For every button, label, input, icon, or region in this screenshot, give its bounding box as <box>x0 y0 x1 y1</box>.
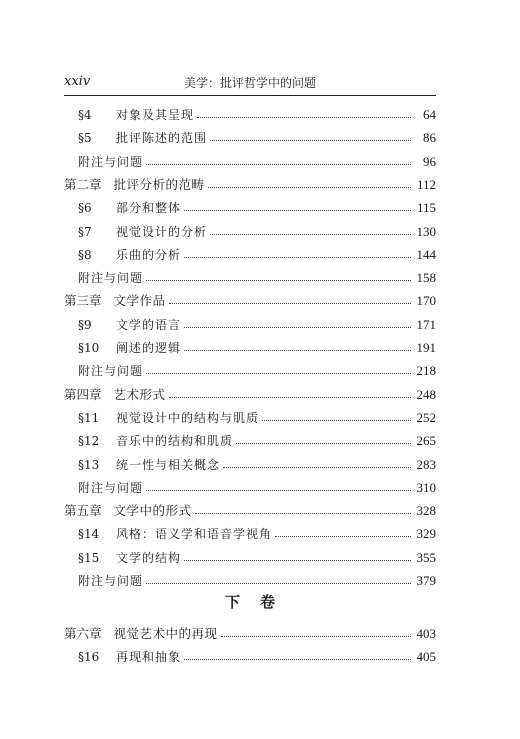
toc-entry <box>64 222 436 240</box>
toc-entry <box>64 175 436 193</box>
page-number-ref: 218 <box>416 363 436 378</box>
toc-entry <box>64 455 436 473</box>
entry-title: 批评分析的范畴 <box>113 177 205 192</box>
toc-entry <box>64 361 436 379</box>
page-number-ref: 191 <box>416 340 436 355</box>
toc-entry <box>64 198 436 216</box>
dot-leader <box>184 257 411 258</box>
toc-entry <box>64 647 436 665</box>
header-rule <box>64 95 436 96</box>
dot-leader <box>262 420 411 421</box>
section-number: §15 <box>78 551 100 565</box>
entry-title: 部分和整体 <box>116 201 182 215</box>
entry-title: 阐述的逻辑 <box>116 341 182 355</box>
entry-title: 再现和抽象 <box>116 650 182 664</box>
section-number: §10 <box>78 341 100 355</box>
entry-title: 附注与问题 <box>78 155 144 169</box>
page-number-ref: 355 <box>416 550 436 565</box>
page-number-ref: 379 <box>416 573 436 588</box>
dot-leader <box>197 117 411 118</box>
page-number-ref: 144 <box>416 247 436 262</box>
page-number-ref: 96 <box>423 154 436 169</box>
dot-leader <box>184 350 411 351</box>
part-heading-text: 下卷 <box>224 593 295 611</box>
toc-entry <box>64 571 436 589</box>
chapter-number: 第五章 <box>64 503 102 518</box>
entry-title: 视觉设计中的结构与肌质 <box>116 411 260 425</box>
page-number-ref: 328 <box>416 503 436 518</box>
dot-leader <box>146 280 411 281</box>
chapter-number: 第六章 <box>64 626 102 641</box>
page-number-ref: 171 <box>416 317 436 332</box>
toc-entry <box>64 291 436 309</box>
entry-title: 附注与问题 <box>78 481 144 495</box>
dot-leader <box>184 327 411 328</box>
part-heading <box>64 591 436 613</box>
page-number-ref: 329 <box>416 526 436 541</box>
page-number-ref: 64 <box>423 107 436 122</box>
toc-entry <box>64 408 436 426</box>
section-number: §5 <box>78 131 92 145</box>
dot-leader <box>275 536 411 537</box>
entry-title: 附注与问题 <box>78 364 144 378</box>
toc-entry <box>64 478 436 496</box>
toc-entry <box>64 338 436 356</box>
page-number-ref: 283 <box>416 457 436 472</box>
dot-leader <box>208 187 411 188</box>
running-title: 美学：批评哲学中的问题 <box>183 76 316 90</box>
dot-leader <box>184 659 411 660</box>
toc-entry <box>64 385 436 403</box>
toc-entry <box>64 268 436 286</box>
section-number: §13 <box>78 458 100 472</box>
entry-title: 视觉艺术中的再现 <box>113 626 218 641</box>
page-number-ref: 170 <box>416 293 436 308</box>
dot-leader <box>195 513 411 514</box>
page-number-ref: 310 <box>416 480 436 495</box>
dot-leader <box>210 140 411 141</box>
entry-title: 附注与问题 <box>78 271 144 285</box>
section-number: §12 <box>78 434 100 448</box>
dot-leader <box>184 210 411 211</box>
dot-leader <box>146 164 411 165</box>
entry-title: 统一性与相关概念 <box>116 458 221 472</box>
dot-leader <box>223 467 411 468</box>
entry-title: 风格：语义学和语音学视角 <box>116 527 273 541</box>
page-number: xxiv <box>64 74 91 89</box>
section-number: §16 <box>78 650 100 664</box>
entry-title: 艺术形式 <box>113 387 166 402</box>
toc-entry <box>64 245 436 263</box>
entry-title: 批评陈述的范围 <box>116 131 208 145</box>
page-number-ref: 130 <box>416 224 436 239</box>
page-number-ref: 405 <box>416 649 436 664</box>
toc-entry <box>64 315 436 333</box>
entry-title: 附注与问题 <box>78 574 144 588</box>
page-number-ref: 248 <box>416 387 436 402</box>
section-number: §4 <box>78 108 92 122</box>
section-number: §14 <box>78 527 100 541</box>
entry-title: 音乐中的结构和肌质 <box>116 434 234 448</box>
entry-title: 视觉设计的分析 <box>116 225 208 239</box>
page-header <box>64 72 436 94</box>
entry-title: 文学中的形式 <box>113 503 192 518</box>
toc-entry <box>64 152 436 170</box>
toc-entry <box>64 524 436 542</box>
dot-leader <box>169 303 411 304</box>
toc-entry <box>64 431 436 449</box>
page-number-ref: 115 <box>416 200 436 215</box>
dot-leader <box>184 560 411 561</box>
dot-leader <box>146 373 411 374</box>
dot-leader <box>221 636 411 637</box>
entry-title: 文学的结构 <box>116 551 182 565</box>
dot-leader <box>146 490 411 491</box>
toc-entry <box>64 548 436 566</box>
chapter-number: 第三章 <box>64 293 102 308</box>
page-number-ref: 252 <box>416 410 436 425</box>
toc-entry <box>64 128 436 146</box>
toc-entry <box>64 501 436 519</box>
toc-entry <box>64 105 436 123</box>
section-number: §9 <box>78 318 92 332</box>
page-number-ref: 265 <box>416 433 436 448</box>
page-number-ref: 86 <box>423 130 436 145</box>
page-number-ref: 112 <box>416 177 436 192</box>
section-number: §11 <box>78 411 100 425</box>
dot-leader <box>210 234 411 235</box>
chapter-number: 第四章 <box>64 387 102 402</box>
section-number: §6 <box>78 201 92 215</box>
chapter-number: 第二章 <box>64 177 102 192</box>
section-number: §7 <box>78 225 92 239</box>
entry-title: 乐曲的分析 <box>116 248 182 262</box>
page-number-ref: 158 <box>416 270 436 285</box>
entry-title: 对象及其呈现 <box>116 108 195 122</box>
page-number-ref: 403 <box>416 626 436 641</box>
dot-leader <box>169 397 411 398</box>
entry-title: 文学作品 <box>113 293 166 308</box>
toc-entry <box>64 624 436 642</box>
section-number: §8 <box>78 248 92 262</box>
dot-leader <box>236 443 411 444</box>
dot-leader <box>146 583 411 584</box>
entry-title: 文学的语言 <box>116 318 182 332</box>
